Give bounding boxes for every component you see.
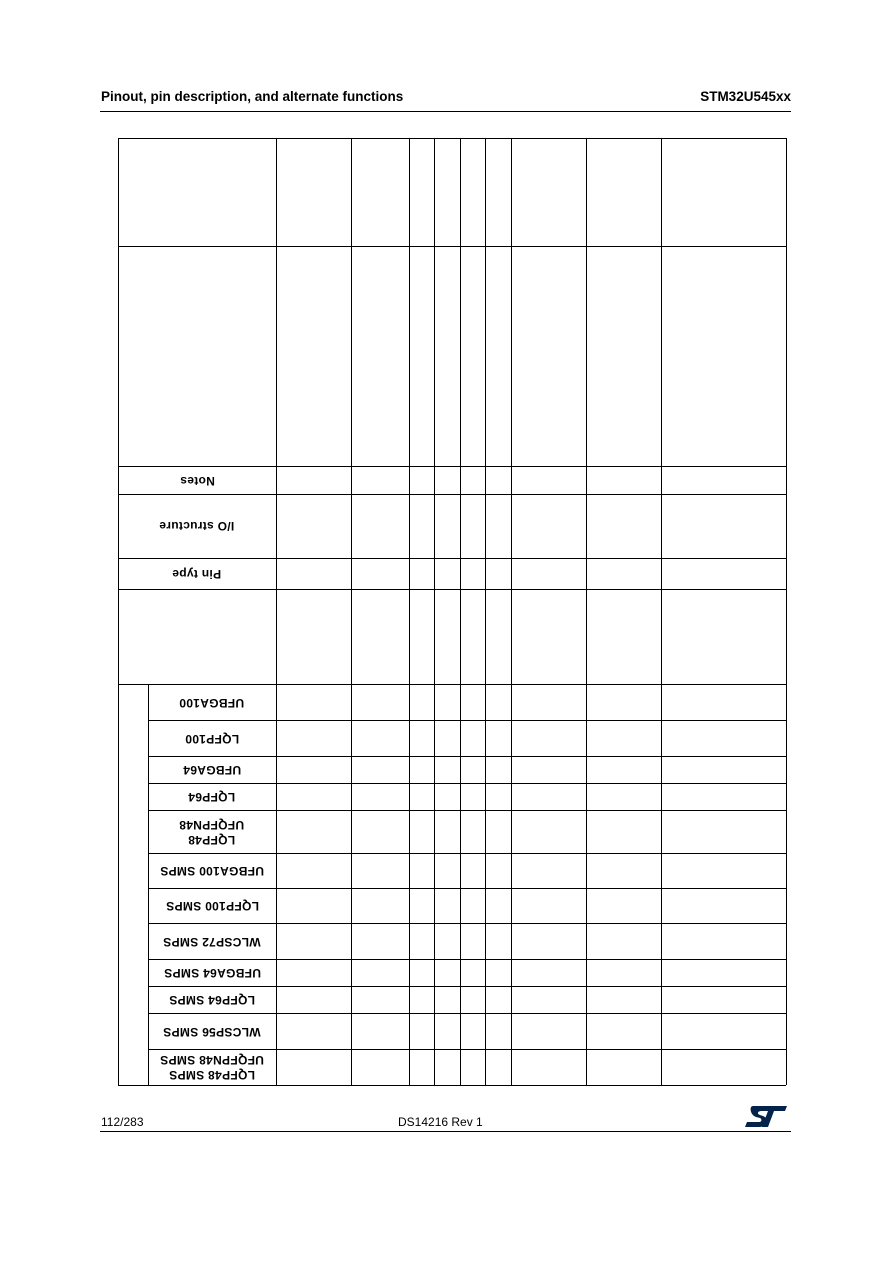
header-rule: [100, 111, 791, 112]
package-label: WLCSP72 SMPS: [163, 934, 261, 949]
section-title: Pinout, pin description, and alternate functions: [101, 89, 404, 104]
table-row-divider: [148, 959, 786, 960]
document-revision: DS14216 Rev 1: [398, 1115, 483, 1129]
package-label: UFBGA64 SMPS: [163, 966, 261, 980]
table-border: [786, 138, 787, 1085]
table-row-divider: [148, 783, 786, 784]
package-label: UFBGA100: [179, 695, 245, 710]
table-row-divider: [148, 756, 786, 757]
st-logo: [743, 1104, 788, 1129]
table-row-divider: [148, 986, 786, 987]
footer-rule: [100, 1131, 791, 1132]
table-column-divider: [276, 138, 277, 1085]
table-row-divider: [148, 1013, 786, 1014]
table-row-divider: [148, 923, 786, 924]
table-row-divider: [148, 810, 786, 811]
table-border: [118, 1085, 786, 1086]
table-row-divider: [118, 466, 786, 467]
notes-header: Notes: [179, 473, 215, 488]
table-column-divider: [586, 138, 587, 1085]
package-label: LQFP64: [188, 790, 236, 804]
table-row-divider: [118, 589, 786, 590]
table-row-divider: [148, 853, 786, 854]
table-row-divider: [118, 684, 786, 685]
table-row-divider: [148, 1049, 786, 1050]
package-label: LQFP100 SMPS: [165, 899, 259, 913]
table-column-divider: [511, 138, 512, 1085]
table-column-divider: [351, 138, 352, 1085]
table-row-divider: [118, 494, 786, 495]
table-row-divider: [118, 246, 786, 247]
table-column-divider: [485, 138, 486, 1085]
package-label: UFBGA100 SMPS: [160, 864, 264, 878]
document-title: STM32U545xx: [700, 89, 791, 104]
table-row-divider: [118, 558, 786, 559]
package-label: LQFP48 UFQFPN48: [179, 817, 245, 847]
pin-description-table: [118, 138, 786, 1085]
package-group-divider: [148, 684, 149, 1085]
pin-type-header: Pin type: [172, 567, 222, 581]
table-border: [118, 138, 786, 139]
table-row-divider: [148, 888, 786, 889]
package-label: LQFP64 SMPS: [169, 993, 255, 1007]
package-label: LQFP100: [184, 731, 240, 746]
package-label: WLCSP56 SMPS: [163, 1024, 261, 1039]
io-structure-header: I/O structure: [159, 518, 235, 533]
package-label: LQFP48 SMPS UFQFPN48 SMPS: [160, 1053, 264, 1082]
table-column-divider: [661, 138, 662, 1085]
package-label: UFBGA64: [182, 763, 242, 777]
table-row-divider: [148, 720, 786, 721]
table-column-divider: [409, 138, 410, 1085]
page-number: 112/283: [101, 1115, 144, 1129]
table-column-divider: [434, 138, 435, 1085]
table-border: [118, 138, 119, 1085]
table-column-divider: [460, 138, 461, 1085]
